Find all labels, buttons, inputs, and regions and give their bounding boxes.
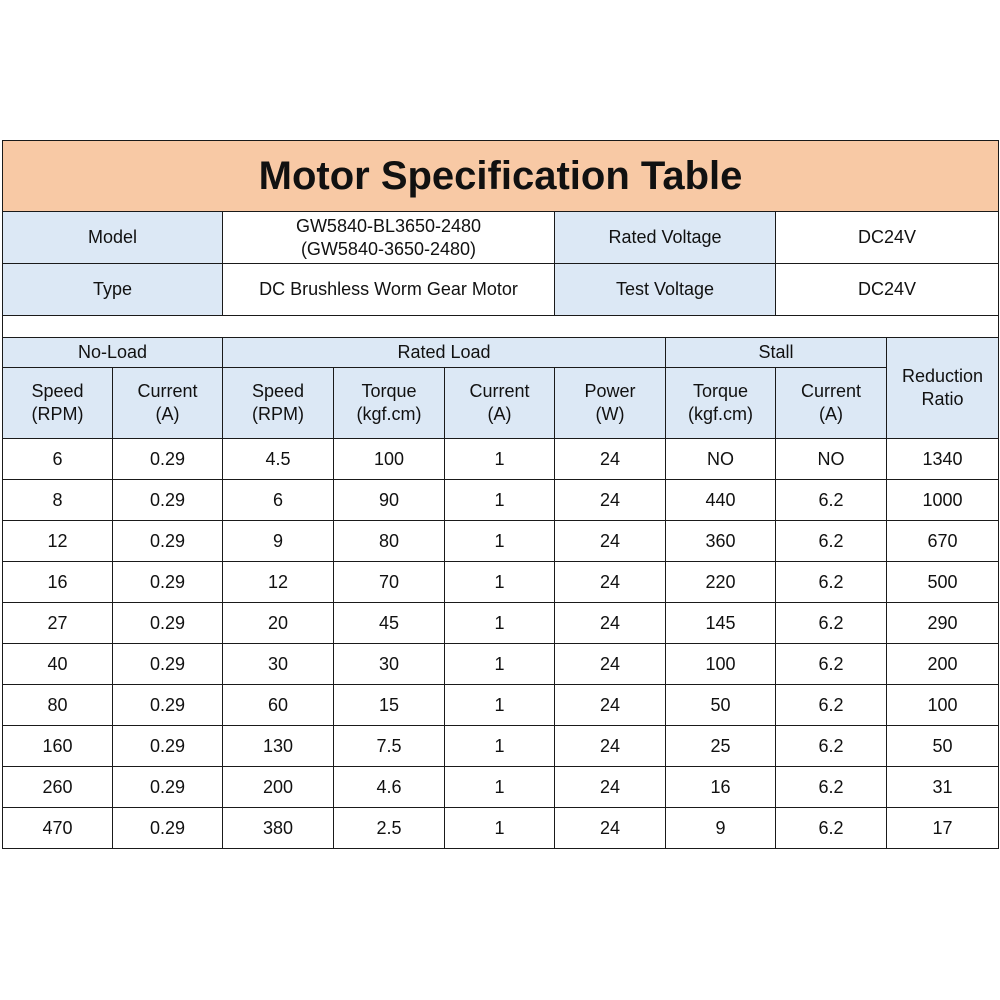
table-cell: 1 [445,521,555,562]
column-header-row [3,368,999,439]
group-no-load: No-Load [3,338,223,368]
column-header [666,368,776,439]
table-row [3,562,999,603]
table-cell: 0.29 [113,480,223,521]
table-cell: 500 [887,562,999,603]
table-cell: 80 [3,685,113,726]
group-stall: Stall [666,338,887,368]
column-header-name: Power [584,381,636,401]
table-cell: 6.2 [776,603,887,644]
column-header [113,368,223,439]
table-cell: 200 [887,644,999,685]
table-cell: 25 [666,726,776,767]
table-cell: 6.2 [776,767,887,808]
table-cell: 2.5 [334,808,445,849]
table-row [3,480,999,521]
table-cell: 24 [555,562,666,603]
table-cell: 50 [887,726,999,767]
table-cell: 100 [887,685,999,726]
column-header-unit: (W) [595,404,625,424]
table-cell: 470 [3,808,113,849]
table-cell: 20 [223,603,334,644]
table-cell: 6.2 [776,644,887,685]
group-rated-load: Rated Load [223,338,666,368]
table-cell: 31 [887,767,999,808]
table-cell: 15 [334,685,445,726]
model-value [223,212,555,264]
model-label: Model [3,212,223,264]
table-cell: 17 [887,808,999,849]
table-cell: 0.29 [113,685,223,726]
reduction-ratio-header [887,338,999,439]
table-cell: 6 [223,480,334,521]
spacer-cell [3,316,999,338]
column-header [445,368,555,439]
table-cell: 1340 [887,439,999,480]
model-row [3,212,999,264]
table-cell: 16 [666,767,776,808]
table-cell: 7.5 [334,726,445,767]
table-cell: 70 [334,562,445,603]
table-cell: 24 [555,521,666,562]
column-header-unit: (RPM) [31,404,84,424]
table-cell: 24 [555,808,666,849]
column-header-name: Current [469,381,530,401]
column-header-unit: (A) [819,404,843,424]
test-voltage-label: Test Voltage [555,264,776,316]
table-cell: 380 [223,808,334,849]
table-cell: 80 [334,521,445,562]
table-cell: 6.2 [776,685,887,726]
table-cell: 24 [555,767,666,808]
spacer-row [3,316,999,338]
column-header-unit: (A) [487,404,512,424]
table-cell: 0.29 [113,603,223,644]
table-cell: 30 [334,644,445,685]
reduction-ratio-line-1: Reduction [901,366,984,386]
table-row [3,767,999,808]
table-cell: 16 [3,562,113,603]
type-row [3,264,999,316]
column-header-unit: (A) [155,404,180,424]
table-cell: 0.29 [113,767,223,808]
table-cell: NO [776,439,887,480]
table-cell: 1 [445,603,555,644]
table-cell: 6.2 [776,521,887,562]
table-cell: 1 [445,685,555,726]
rated-voltage-label: Rated Voltage [555,212,776,264]
reduction-ratio-line-2: Ratio [921,389,964,409]
table-cell: 6 [3,439,113,480]
table-cell: 260 [3,767,113,808]
column-header-unit: (kgf.cm) [688,404,753,424]
column-header-name: Speed [31,381,84,401]
table-row [3,808,999,849]
type-value: DC Brushless Worm Gear Motor [223,264,555,316]
column-header [555,368,666,439]
table-cell: 4.6 [334,767,445,808]
table-cell: 0.29 [113,808,223,849]
column-header [223,368,334,439]
column-header-name: Current [800,381,862,401]
table-cell: 9 [223,521,334,562]
table-cell: 9 [666,808,776,849]
group-header-row [3,338,999,368]
table-cell: 360 [666,521,776,562]
column-header [334,368,445,439]
spec-sheet [2,140,998,849]
table-cell: 1 [445,808,555,849]
table-cell: 0.29 [113,726,223,767]
table-cell: 1 [445,644,555,685]
table-cell: 1000 [887,480,999,521]
table-row [3,521,999,562]
table-cell: 1 [445,767,555,808]
table-cell: 220 [666,562,776,603]
table-cell: 1 [445,439,555,480]
table-row [3,439,999,480]
model-value-alternate: (GW5840-3650-2480) [300,238,477,259]
table-row [3,603,999,644]
table-cell: 50 [666,685,776,726]
title-row [3,141,999,212]
table-cell: 670 [887,521,999,562]
table-cell: 440 [666,480,776,521]
table-cell: 0.29 [113,644,223,685]
table-cell: 145 [666,603,776,644]
table-cell: 40 [3,644,113,685]
table-cell: 6.2 [776,562,887,603]
table-cell: 27 [3,603,113,644]
table-cell: 6.2 [776,808,887,849]
table-cell: 24 [555,644,666,685]
column-header-name: Current [137,381,198,401]
column-header [3,368,113,439]
table-cell: 160 [3,726,113,767]
column-header-unit: (kgf.cm) [356,404,422,424]
table-cell: 100 [334,439,445,480]
table-cell: 24 [555,439,666,480]
table-cell: 290 [887,603,999,644]
model-value-primary: GW5840-BL3650-2480 [295,215,482,236]
table-cell: 1 [445,480,555,521]
table-cell: 24 [555,685,666,726]
table-row [3,644,999,685]
table-cell: 24 [555,480,666,521]
column-header-name: Torque [692,381,749,401]
table-cell: 4.5 [223,439,334,480]
table-cell: 12 [223,562,334,603]
column-header [776,368,887,439]
table-cell: 1 [445,726,555,767]
table-cell: 0.29 [113,439,223,480]
table-cell: 60 [223,685,334,726]
table-cell: 90 [334,480,445,521]
table-cell: 0.29 [113,521,223,562]
table-title: Motor Specification Table [3,141,999,212]
test-voltage-value: DC24V [776,264,999,316]
table-cell: 45 [334,603,445,644]
rated-voltage-value: DC24V [776,212,999,264]
type-label: Type [3,264,223,316]
table-cell: 200 [223,767,334,808]
table-cell: 0.29 [113,562,223,603]
column-header-name: Torque [361,381,417,401]
table-row [3,685,999,726]
table-cell: 1 [445,562,555,603]
column-header-name: Speed [251,381,305,401]
table-cell: 30 [223,644,334,685]
table-cell: 24 [555,603,666,644]
table-cell: 130 [223,726,334,767]
column-header-unit: (RPM) [252,404,304,424]
table-cell: 6.2 [776,480,887,521]
table-row [3,726,999,767]
table-cell: 24 [555,726,666,767]
table-cell: 6.2 [776,726,887,767]
table-cell: 12 [3,521,113,562]
motor-spec-table [2,140,999,849]
table-cell: 8 [3,480,113,521]
table-cell: 100 [666,644,776,685]
table-cell: NO [666,439,776,480]
